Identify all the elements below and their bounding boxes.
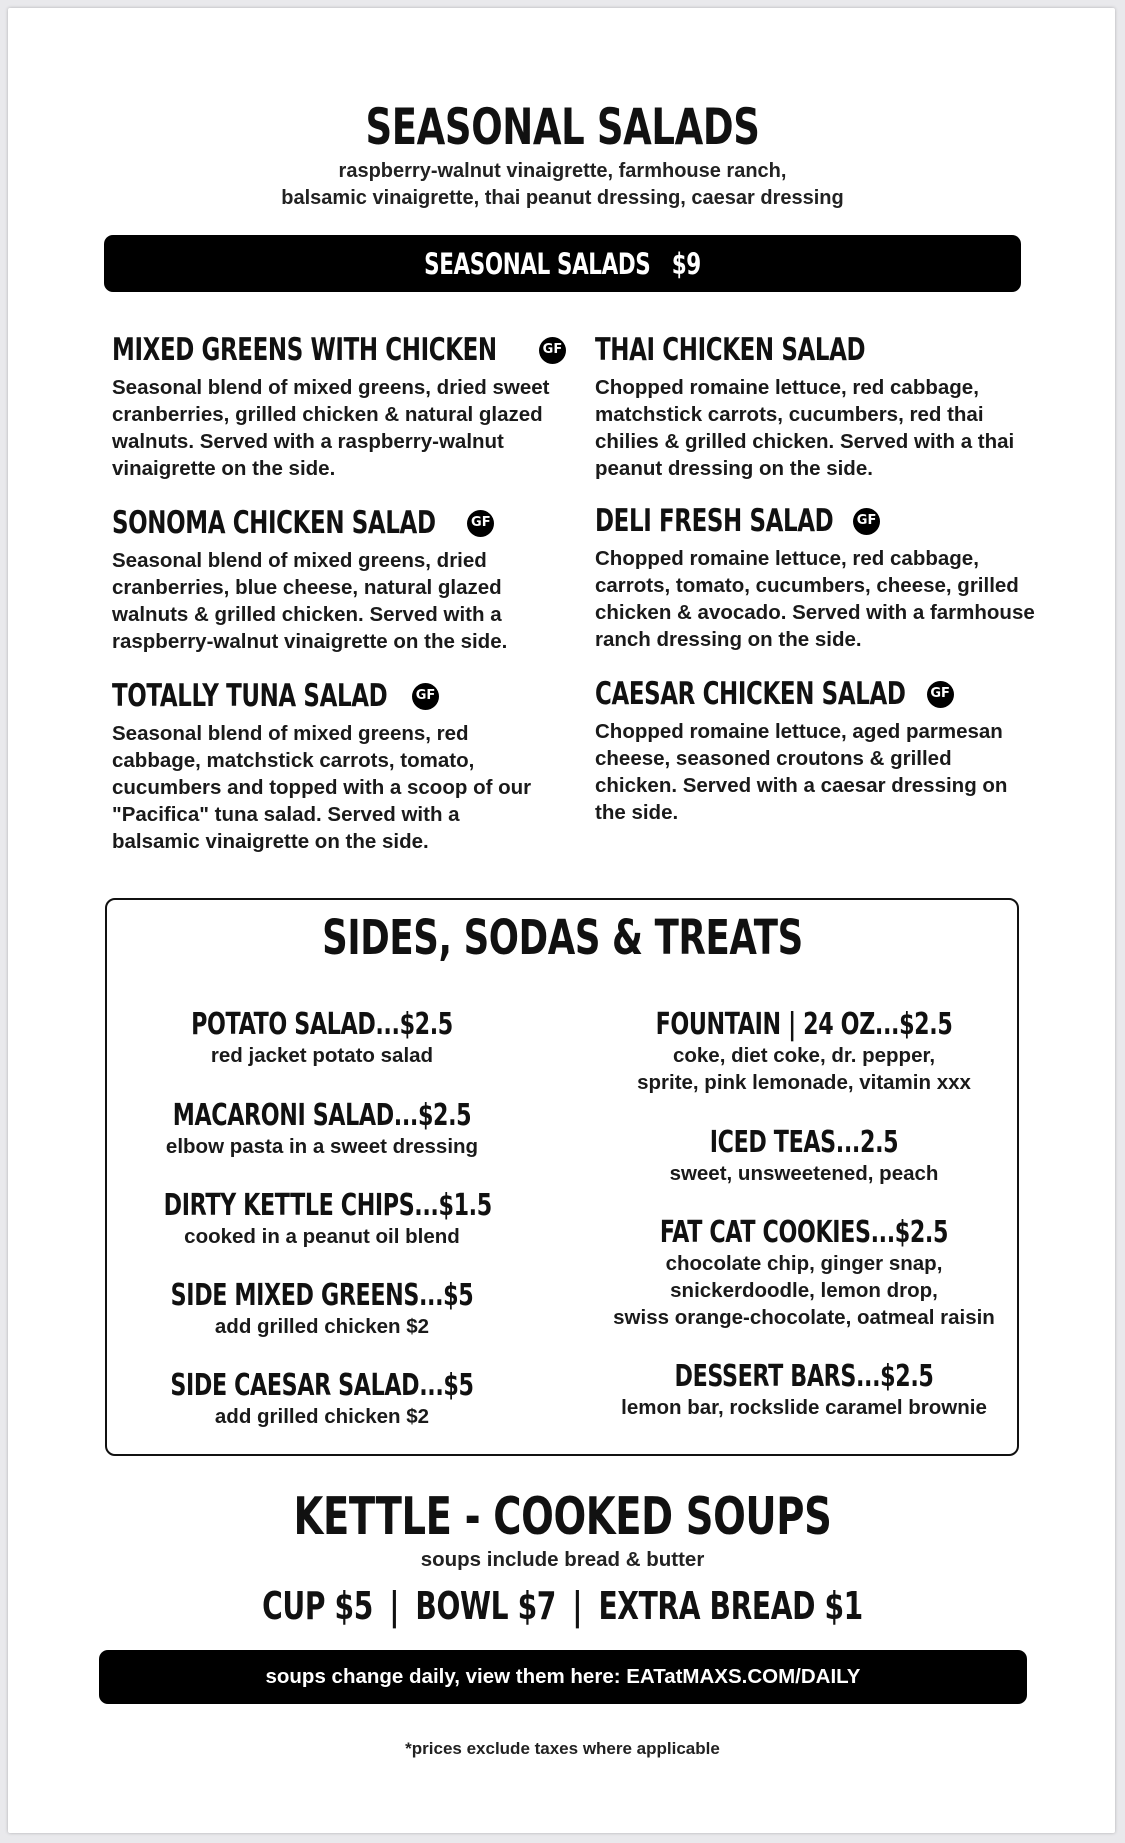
soup-cup-price: CUP $5	[262, 1584, 373, 1628]
menu-item-caesar-chicken	[595, 676, 1035, 826]
dressings-line-2: balsamic vinaigrette, thai peanut dressing, caesar dressing	[281, 187, 844, 209]
side-item-description-line: coke, diet coke, dr. pepper,	[672, 1044, 936, 1067]
salad-price-label	[223, 244, 902, 284]
menu-item-deli-fresh	[595, 503, 1035, 653]
price-separator: |	[389, 1584, 400, 1628]
soups-title: KETTLE - COOKED SOUPS	[293, 1487, 832, 1547]
side-item-description-line: chocolate chip, ginger snap,	[665, 1252, 943, 1275]
drink-item-fountain	[582, 1008, 1026, 1096]
menu-item-name: TOTALLY TUNA SALAD GF	[112, 678, 552, 714]
gluten-free-badge-icon: GF	[853, 508, 880, 535]
extra-bread-price: EXTRA BREAD $1	[598, 1584, 863, 1628]
dressings-list	[0, 158, 1125, 212]
side-item-name: DESSERT BARS...$2.5	[674, 1359, 934, 1394]
side-item-side-caesar	[108, 1369, 536, 1430]
side-item-name: SIDE CAESAR SALAD...$5	[170, 1368, 474, 1403]
menu-item-mixed-greens	[112, 332, 563, 482]
side-item-description: add grilled chicken $2	[214, 1315, 430, 1338]
soups-daily-text: soups change daily, view them here: EATatMAXS.COM/DAILY	[265, 1665, 861, 1688]
menu-item-name: CAESAR CHICKEN SALAD GF	[595, 676, 1035, 712]
gluten-free-badge-icon: GF	[412, 683, 439, 710]
soups-subtitle: soups include bread & butter	[420, 1548, 705, 1571]
side-item-name: MACARONI SALAD...$2.5	[172, 1098, 472, 1133]
side-item-description-line: lemon bar, rockslide caramel brownie	[621, 1396, 987, 1419]
side-item-potato-salad	[108, 1008, 536, 1069]
side-item-description-line: swiss orange-chocolate, oatmeal raisin	[613, 1306, 995, 1329]
soup-prices	[146, 1583, 979, 1629]
side-item-side-mixed-greens	[108, 1279, 536, 1340]
side-item-description: cooked in a peanut oil blend	[184, 1225, 460, 1248]
menu-item-description: Seasonal blend of mixed greens, dried cranberries, blue cheese, natural glazed walnuts & grilled chicken. Served with a raspberry-walnut vinaigrette on the side.	[112, 549, 508, 653]
side-item-macaroni-salad	[108, 1099, 536, 1160]
side-item-name: FOUNTAIN | 24 OZ...$2.5	[655, 1007, 953, 1042]
gluten-free-badge-icon: GF	[467, 510, 494, 537]
side-item-description: elbow pasta in a sweet dressing	[165, 1135, 479, 1158]
side-item-name: SIDE MIXED GREENS...$5	[170, 1278, 474, 1313]
menu-item-description: Chopped romaine lettuce, aged parmesan cheese, seasoned croutons & grilled chicken. Served with a caesar dressing on the side.	[595, 720, 1008, 824]
dressings-line-1: raspberry-walnut vinaigrette, farmhouse ranch,	[338, 160, 787, 182]
menu-item-name: MIXED GREENS WITH CHICKEN GF	[112, 332, 552, 368]
soups-daily-banner	[99, 1650, 1027, 1704]
treat-item-cookies	[582, 1216, 1026, 1331]
page-title: SEASONAL SALADS	[365, 98, 760, 156]
menu-item-description: Chopped romaine lettuce, red cabbage, carrots, tomato, cucumbers, cheese, grilled chicken & avocado. Served with a farmhouse ranch dressing on the side.	[595, 547, 1035, 651]
side-item-kettle-chips	[108, 1189, 536, 1250]
soup-bowl-price: BOWL $7	[415, 1584, 556, 1628]
tax-footnote: *prices exclude taxes where applicable	[405, 1739, 720, 1758]
menu-item-description: Seasonal blend of mixed greens, red cabbage, matchstick carrots, tomato, cucumbers and topped with a scoop of our "Pacifica" tuna salad. Served with a balsamic vinaigrette on the side.	[112, 722, 532, 853]
drink-item-iced-teas	[582, 1126, 1026, 1187]
side-item-name: POTATO SALAD...$2.5	[191, 1007, 453, 1042]
menu-item-name: DELI FRESH SALAD GF	[595, 503, 1035, 539]
menu-item-name: THAI CHICKEN SALAD	[595, 332, 866, 368]
treat-item-dessert-bars	[582, 1360, 1026, 1421]
menu-item-name: SONOMA CHICKEN SALAD GF	[112, 505, 552, 541]
salad-banner-label: SEASONAL SALADS	[424, 247, 651, 281]
gluten-free-badge-icon: GF	[539, 337, 566, 364]
menu-item-totally-tuna	[112, 678, 552, 855]
menu-item-description: Chopped romaine lettuce, red cabbage, matchstick carrots, cucumbers, red thai chilies & grilled chicken. Served with a thai peanut dressing on the side.	[595, 376, 1015, 480]
menu-item-description: Seasonal blend of mixed greens, dried sweet cranberries, grilled chicken & natural glazed walnuts. Served with a raspberry-walnut vinaigrette on the side.	[112, 376, 550, 480]
side-item-name: ICED TEAS...2.5	[709, 1125, 899, 1160]
side-item-name: FAT CAT COOKIES...$2.5	[659, 1215, 949, 1250]
side-item-name: DIRTY KETTLE CHIPS...$1.5	[163, 1188, 492, 1223]
gluten-free-badge-icon: GF	[927, 681, 954, 708]
side-item-description-line: sweet, unsweetened, peach	[669, 1162, 939, 1185]
side-item-description-line: sprite, pink lemonade, vitamin xxx	[637, 1071, 971, 1094]
salad-banner-price: $9	[671, 247, 701, 281]
menu-item-sonoma	[112, 505, 552, 655]
side-item-description: add grilled chicken $2	[214, 1405, 430, 1428]
salad-price-banner	[104, 235, 1021, 292]
side-item-description-line: snickerdoodle, lemon drop,	[670, 1279, 938, 1302]
sides-title: SIDES, SODAS & TREATS	[322, 910, 803, 966]
menu-item-thai-chicken	[595, 332, 1035, 482]
side-item-description: red jacket potato salad	[210, 1044, 434, 1067]
price-separator: |	[572, 1584, 583, 1628]
